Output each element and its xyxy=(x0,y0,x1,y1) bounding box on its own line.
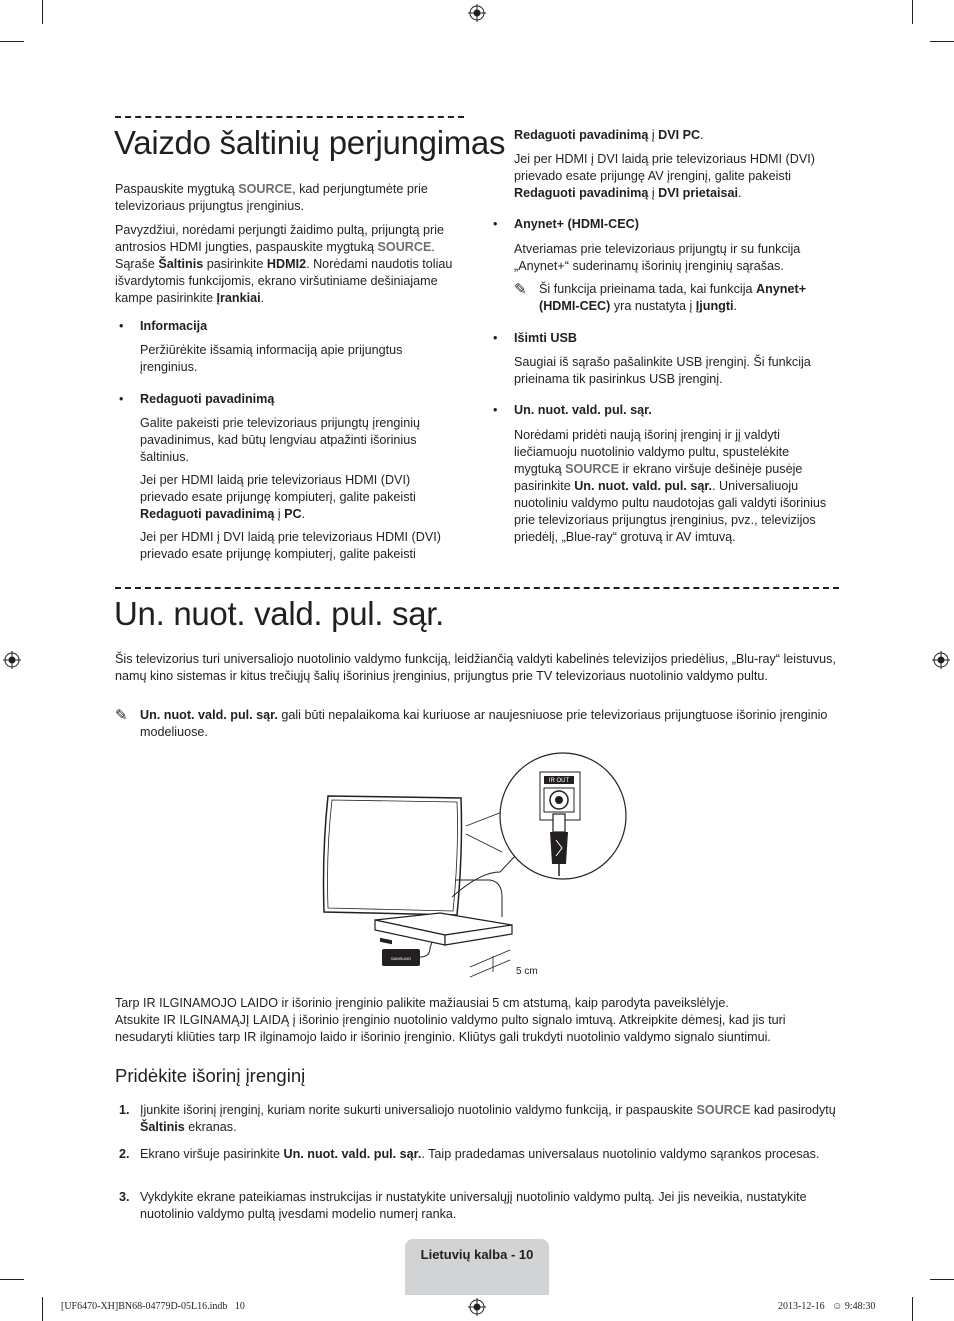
page-number-tab xyxy=(405,1239,549,1295)
intro-paragraph: Paspauskite mygtuką SOURCE, kad perjungtumėte prie televizoriaus prijungtus įrenginius. xyxy=(115,182,428,213)
section-divider xyxy=(115,116,464,118)
step-number: 1. xyxy=(119,1103,130,1117)
registration-mark-icon xyxy=(468,4,486,22)
note-pencil-icon: ✎ xyxy=(115,707,128,724)
tv-illustration xyxy=(324,796,462,915)
crop-mark xyxy=(912,0,913,24)
step-2: Ekrano viršuje pasirinkite Un. nuot. vald. pul. sąr.. Taip pradedamas universalaus nuotolinio valdymo sąrankos procesas. xyxy=(140,1147,820,1161)
section-title: Vaizdo šaltinių perjungimas xyxy=(114,124,506,161)
page-number-label: Lietuvių kalba - 10 xyxy=(420,1247,534,1262)
step-number: 3. xyxy=(119,1190,130,1204)
crop-mark xyxy=(0,1279,24,1280)
ir-out-port-closeup xyxy=(500,753,626,879)
crop-mark xyxy=(912,1297,913,1321)
section-title: Un. nuot. vald. pul. sąr. xyxy=(114,595,445,632)
set-top-box-illustration xyxy=(375,913,512,945)
urc-intro-paragraph: Šis televizorius turi universaliojo nuotolinio valdymo funkciją, leidžiančią valdyti kabelinės televizijos priedėlius, „Blu-ray“ leistuvus, namų kino sistemas ir kitus trečiųjų šalių išorinius įrenginius, prijungtus prie TV televizoriaus nuotolinio valdymo pultu. xyxy=(115,652,836,683)
ir-cable-diagram xyxy=(320,752,630,984)
anynet-description: Atveriamas prie televizoriaus prijungtų ir su funkcija „Anynet+“ suderinamų išorinių įrenginių sąrašas. xyxy=(514,242,801,273)
step-3: Vykdykite ekrane pateikiamas instrukcijas ir nustatykite universalųjį nuotolinio valdymo pultą. Jei jis neveikia, nustatykite nuotolinio valdymo pultą įvesdami modelio numerį ranka. xyxy=(140,1190,807,1221)
distance-label: 5 cm xyxy=(516,966,538,977)
rename-dvi-pc-paragraph: Jei per HDMI į DVI laidą prie televizoriaus HDMI (DVI) prievado esate prijungę kompiuterį, galite pakeisti xyxy=(140,530,441,561)
file-info: [UF6470-XH]BN68-04779D-05L16.indb 10 xyxy=(61,1301,245,1312)
rename-description: Galite pakeisti prie televizoriaus prijungtų įrenginių pavadinimus, kad būtų lengviau atpažinti išorinius šaltinius. xyxy=(140,416,421,464)
registration-mark-icon xyxy=(468,1298,486,1316)
note-pencil-icon: ✎ xyxy=(514,281,527,298)
anynet-note: Ši funkcija prieinama tada, kai funkcija Anynet+ (HDMI-CEC) yra nustatyta į Įjungti. xyxy=(539,282,807,313)
rename-dvi-av-paragraph: Jei per HDMI į DVI laidą prie televizoriaus HDMI (DVI) prievado esate prijungę AV įrenginį, galite pakeisti Redaguoti pavadinimą į DVI prietaisai. xyxy=(514,152,815,200)
section-divider xyxy=(115,587,839,589)
urc-note: Un. nuot. vald. pul. sąr. gali būti nepalaikoma kai kuriuose ar naujesniuose prie televizoriaus prijungtuose išorinio įrenginio modeliuose. xyxy=(140,708,828,739)
date-info: 2013-12-16 ☺ 9:48:30 xyxy=(778,1301,876,1312)
urc-description: Norėdami pridėti naują išorinį įrenginį ir jį valdyti liečiamuoju nuotolinio valdymo pultu, spustelėkite mygtuką SOURCE ir ekrano viršuje dešinėje pusėje pasirinkite Un. nuot. vald. pul. sąr.. Universaliuoju nuotoliniu valdymo pultu naudotojas gali valdyti išorinius prie televizoriaus prijungtus įrenginius, pvz., televizijos priedėlį, „Blue-ray“ grotuvą ir AV imtuvą. xyxy=(514,428,827,544)
registration-mark-icon xyxy=(3,651,21,669)
crop-mark xyxy=(42,0,43,24)
subsection-title: Pridėkite išorinį įrenginį xyxy=(115,1065,306,1086)
crop-mark xyxy=(0,41,24,42)
registration-mark-icon xyxy=(932,651,950,669)
step-1: Įjunkite išorinį įrenginį, kuriam norite sukurti universaliojo nuotolinio valdymo funkciją, ir paspauskite SOURCE kad pasirodytų Šaltinis ekranas. xyxy=(140,1103,836,1134)
crop-mark xyxy=(930,41,954,42)
info-description: Peržiūrėkite išsamią informaciją apie prijungtus įrenginius. xyxy=(140,343,403,374)
distance-caption: Tarp IR ILGINAMOJO LAIDO ir išorinio įrenginio palikite mažiausiai 5 cm atstumą, kaip parodyta paveikslėlyje. xyxy=(115,996,729,1010)
placement-caption: Atsukite IR ILGINAMĄJĮ LAIDĄ į išorinio įrenginio nuotolinio valdymo pulto signalo imtuvą. Atkreipkite dėmesį, kad jis turi nesudaryti kliūties tarp IR ilginamojo laido ir išorinio įrenginio. Kliūtys gali trukdyti nuotolinio valdymo signalo siuntimui. xyxy=(115,1013,786,1044)
example-paragraph: Pavyzdžiui, norėdami perjungti žaidimo pultą, prijungtą prie antrosios HDMI jungties, paspauskite mygtuką SOURCE. Sąraše Šaltinis pasirinkite HDMI2. Norėdami naudotis toliau išvardytomis funkcijomis, ekrano viršutiniame dešiniajame kampe pasirinkite Įrankiai. xyxy=(115,223,453,305)
rename-pc-paragraph: Jei per HDMI laidą prie televizoriaus HDMI (DVI) prievado esate prijungę kompiuterį, galite pakeisti Redaguoti pavadinimą į PC. xyxy=(140,473,416,521)
rename-dvi-pc-continued: Redaguoti pavadinimą į DVI PC. xyxy=(514,128,704,142)
step-number: 2. xyxy=(119,1147,130,1161)
crop-mark xyxy=(930,1279,954,1280)
ir-out-label: IR OUT xyxy=(548,778,570,784)
crop-mark xyxy=(42,1297,43,1321)
ir-blaster-illustration xyxy=(382,942,432,966)
brand-label: SAMSUNG xyxy=(390,956,412,961)
usb-description: Saugiai iš sąrašo pašalinkite USB įrenginį. Ši funkcija prieinama tik pasirinkus USB įrenginį. xyxy=(514,355,811,386)
